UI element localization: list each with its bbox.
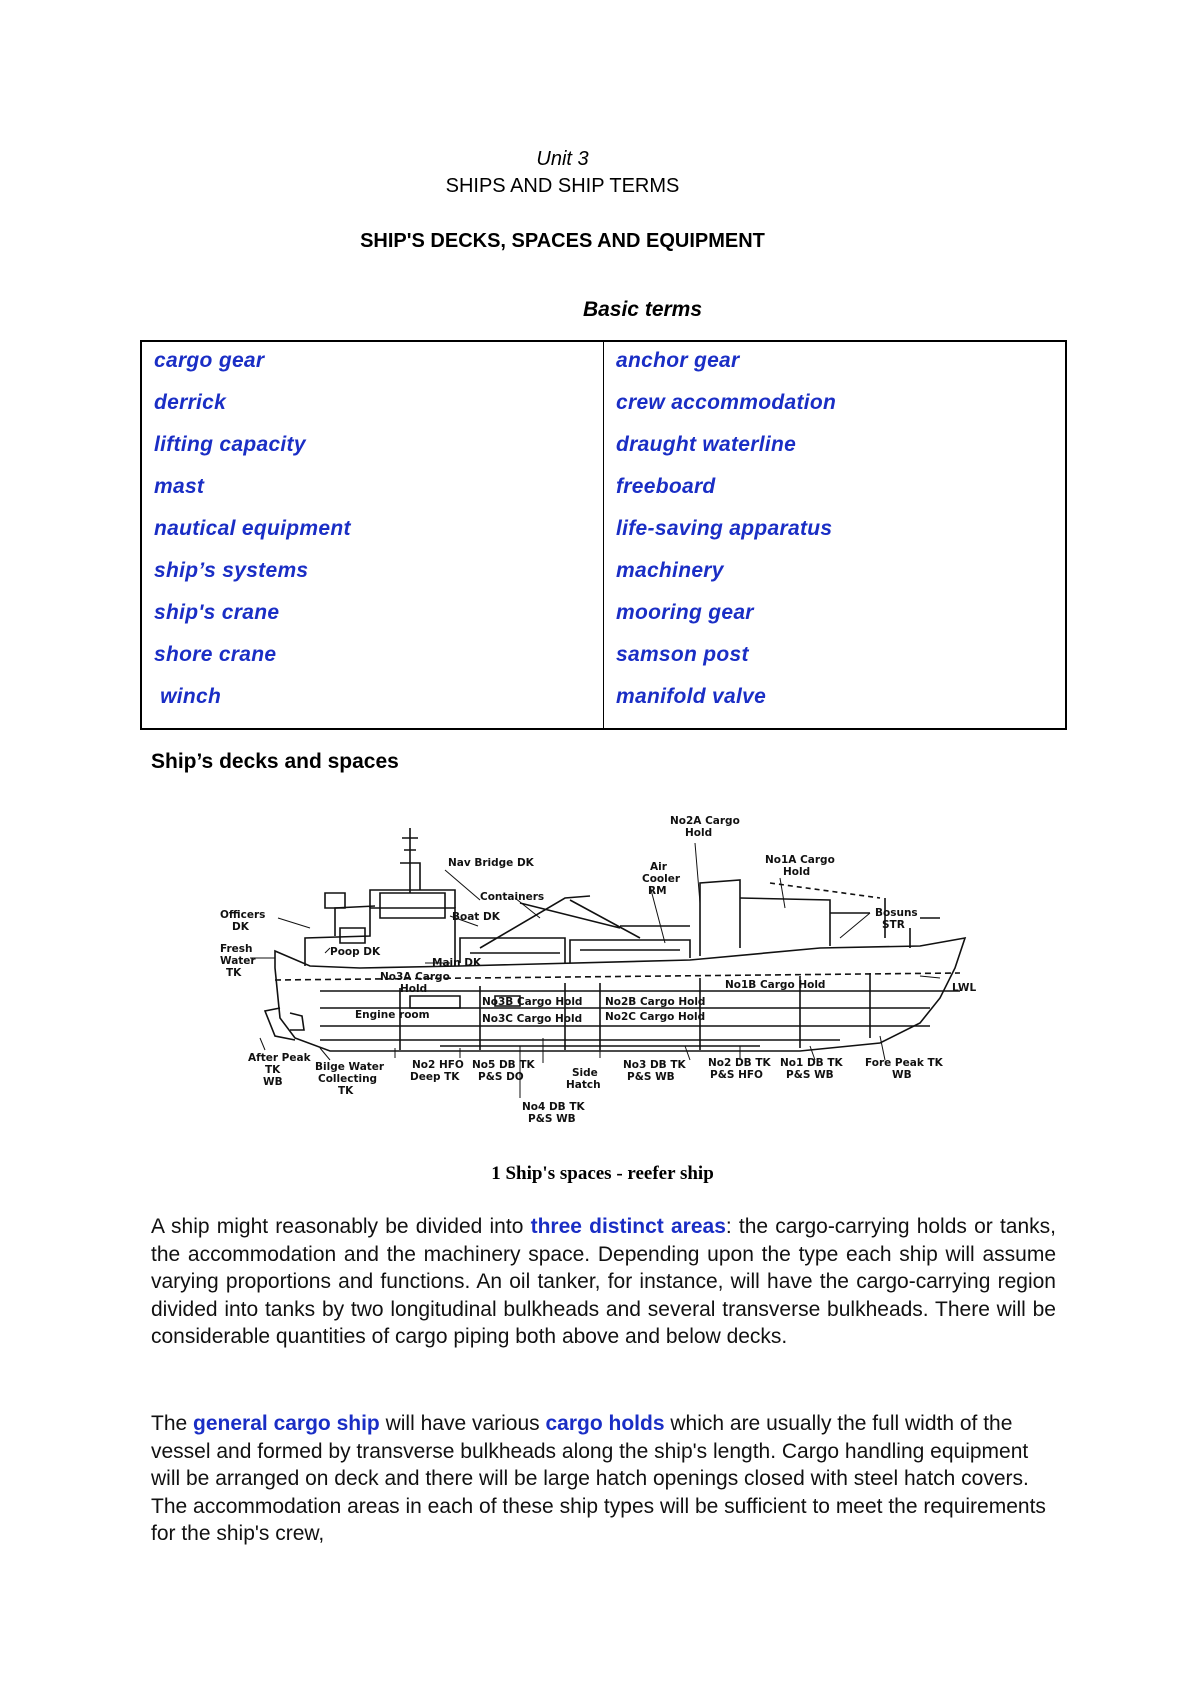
term-item: manifold valve <box>616 685 767 708</box>
highlight-general-cargo-ship: general cargo ship <box>193 1412 380 1435</box>
label-containers: Containers <box>480 891 545 903</box>
term-item: ship’s systems <box>154 559 309 582</box>
label-main-dk: Main DK <box>432 957 482 969</box>
label-no3a-cargo-hold: No3A Cargo Hold <box>380 971 450 995</box>
label-no2-db-tk: No2 DB TK P&S HFO <box>708 1057 771 1081</box>
term-item: samson post <box>616 643 749 666</box>
basic-terms-table <box>140 340 1067 730</box>
label-poop-dk: Poop DK <box>330 946 381 958</box>
para1-text-b: : the cargo-carrying holds or tanks, the accommodation and the machinery space. Depending upon the type each ship will assume varying proportions and functions. An oil tanker, for instance, will have the cargo-carrying region divided into tanks by two longitudinal bulkheads and several transverse bulkheads. There will be considerable quantities of cargo piping both above and below decks. <box>151 1215 1056 1348</box>
term-item: freeboard <box>616 475 716 498</box>
para2-text-c: which are usually the full width of the vessel and formed by transverse bulkheads along the ship's length. Cargo handling equipment will be arranged on deck and there will be large hatch openings closed with steel hatch covers. The accommodation areas in each of these ship types will be sufficient to meet the requirements for the ship's crew, <box>151 1412 1046 1545</box>
term-item: shore crane <box>154 643 277 666</box>
basic-terms-heading: Basic terms <box>582 298 703 321</box>
terms-right-column <box>604 341 1067 729</box>
label-no2b-cargo-hold: No2B Cargo Hold <box>605 996 706 1008</box>
label-after-peak-tk: After Peak TK WB <box>248 1052 311 1088</box>
label-side-hatch: Side Hatch <box>566 1067 601 1091</box>
term-item: winch <box>154 685 222 708</box>
figure-caption: 1 Ship's spaces - reefer ship <box>491 1163 714 1184</box>
highlight-three-distinct-areas: three distinct areas <box>530 1215 726 1238</box>
label-air-cooler-rm: Air Cooler RM <box>642 861 681 897</box>
term-item: life-saving apparatus <box>616 517 833 540</box>
paragraph-three-areas <box>151 1213 1056 1351</box>
term-item: lifting capacity <box>154 433 306 456</box>
label-officers-dk: Officers DK <box>220 909 266 933</box>
term-item: mooring gear <box>616 601 754 624</box>
label-no2c-cargo-hold: No2C Cargo Hold <box>605 1011 706 1023</box>
paragraph-general-cargo-ship <box>151 1410 1056 1548</box>
label-no3-db-tk: No3 DB TK P&S WB <box>623 1059 686 1083</box>
term-item: anchor gear <box>616 349 740 372</box>
label-bosuns-str: Bosuns STR <box>875 907 918 931</box>
label-no1a-cargo-hold: No1A Cargo Hold <box>765 854 835 878</box>
label-boat-dk: Boat DK <box>452 911 500 923</box>
diagram-labels <box>220 815 976 1125</box>
label-fresh-water-tk: Fresh Water TK <box>220 943 256 979</box>
label-no3c-cargo-hold: No3C Cargo Hold <box>482 1013 583 1025</box>
label-no4-db-tk: No4 DB TK P&S WB <box>522 1101 585 1125</box>
term-item: mast <box>154 475 205 498</box>
para2-text-a: The <box>151 1412 194 1435</box>
label-no1b-cargo-hold: No1B Cargo Hold <box>725 979 826 991</box>
terms-left-column <box>141 341 604 729</box>
term-item: machinery <box>616 559 724 582</box>
term-item: draught waterline <box>616 433 797 456</box>
page-title: SHIP'S DECKS, SPACES AND EQUIPMENT <box>360 230 765 252</box>
section-heading: Ship’s decks and spaces <box>151 750 399 773</box>
unit-label: Unit 3 <box>536 148 589 170</box>
label-engine-room: Engine room <box>355 1009 430 1021</box>
highlight-cargo-holds: cargo holds <box>545 1412 665 1435</box>
label-lwl: LWL <box>952 982 977 994</box>
para2-text-b: will have various <box>379 1412 546 1435</box>
term-item: nautical equipment <box>154 517 351 540</box>
para1-text-a: A ship might reasonably be divided into <box>151 1215 531 1238</box>
label-bilge-water-tk: Bilge Water Collecting TK <box>315 1061 385 1097</box>
label-no3b-cargo-hold: No3B Cargo Hold <box>482 996 583 1008</box>
term-item: crew accommodation <box>616 391 837 414</box>
label-no2-hfo-deep-tk: No2 HFO Deep TK <box>410 1059 464 1083</box>
label-no1-db-tk: No1 DB TK P&S WB <box>780 1057 843 1081</box>
label-nav-bridge-dk: Nav Bridge DK <box>448 857 534 869</box>
term-item: cargo gear <box>154 349 265 372</box>
term-item: ship's crane <box>154 601 280 624</box>
label-no2a-cargo-hold: No2A Cargo Hold <box>670 815 740 839</box>
term-item: derrick <box>154 391 227 414</box>
unit-subtitle: SHIPS AND SHIP TERMS <box>445 175 680 197</box>
reefer-ship-diagram <box>220 808 990 1153</box>
label-no5-db-tk: No5 DB TK P&S DO <box>472 1059 535 1083</box>
label-fore-peak-tk: Fore Peak TK WB <box>865 1057 943 1081</box>
